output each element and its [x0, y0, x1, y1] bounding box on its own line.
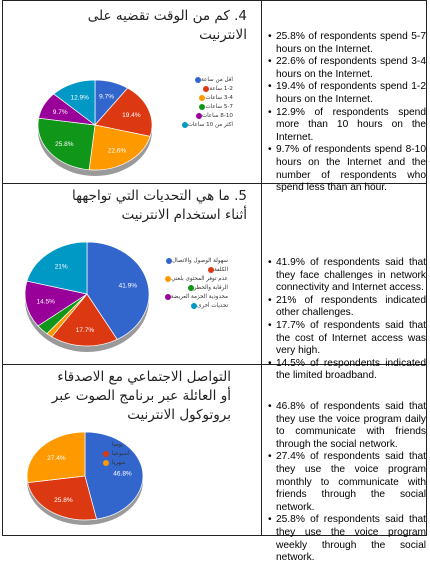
legend-item [103, 442, 153, 448]
legend-label: الرقابة والحظر [193, 285, 228, 291]
legend-swatch [182, 122, 188, 128]
title-line: 5. ما هي التحديات التي تواجهها [72, 188, 247, 204]
bullet-item: • 19.4% of respondents spend 1-2 hours on the Internet. [276, 81, 426, 106]
question-4-cell [3, 1, 261, 183]
legend-q4 [153, 77, 233, 128]
slice-data-label: 9.7% [52, 109, 68, 116]
summary-table [2, 0, 427, 564]
bullet-item: • 22.6% of respondents spend 3-4 hours on the Internet. [276, 56, 426, 81]
question-6-cell [3, 365, 261, 536]
bullet-item: • 25.8% of respondents spend 5-7 hours on the Internet. [276, 31, 426, 56]
legend-item [153, 77, 233, 83]
legend-item [103, 460, 153, 466]
legend-swatch [195, 77, 201, 83]
legend-label: 1-2 ساعة [209, 86, 233, 92]
legend-item [148, 294, 228, 300]
legend-label: يوميا [112, 442, 123, 448]
slice-data-label: 14.5% [36, 298, 55, 306]
legend-item [153, 113, 233, 119]
bullet-item: • 9.7% of respondents spend 8-10 hours on the Internet and the number of respondents who spend less than an hour. [276, 144, 426, 194]
title-line: الانترنيت [199, 27, 247, 43]
legend-item [153, 95, 233, 101]
legend-label: تحديات أخرى [197, 303, 228, 309]
slice-data-label: 41.9% [118, 282, 138, 290]
legend-item [103, 451, 153, 457]
slice-data-label: 22.6% [107, 147, 127, 155]
bullet-item: • 41.9% of respondents said that they face challenges in network connectivity and Internet access. [276, 257, 426, 295]
slice-data-label: 9.7% [99, 93, 115, 101]
bullet-item: • 21% of respondents indicated other challenges. [276, 295, 426, 320]
title-line: بروتوكول الانترنيت [127, 407, 231, 423]
title-line: التواصل الاجتماعي مع الاصدقاء [57, 369, 231, 385]
legend-item [148, 267, 228, 273]
legend-label: عدم توفر المحتوى بلغتي [171, 276, 228, 282]
legend-swatch [165, 294, 171, 300]
slice-data-label: 25.8% [55, 141, 74, 149]
question-6-summary [262, 401, 426, 565]
slice-data-label: 12.9% [70, 94, 89, 102]
bullet-item: • 12.9% of respondents spend more than 10 hours on the Internet. [276, 107, 426, 145]
slice-data-label: 25.8% [54, 497, 73, 504]
bullet-item: • 25.8% of respondents said that they use the voice program weekly through the social network. [276, 514, 426, 564]
question-5-summary [262, 257, 426, 383]
bullet-item: • 14.5% of respondents indicated the limited broadband. [276, 358, 426, 383]
bullet-item: • 27.4% of respondents said that they use the voice program monthly to communicate with friends through the social network. [276, 451, 426, 514]
legend-item [148, 258, 228, 264]
legend-label: اكثر من 10 ساعات [187, 122, 233, 128]
legend-label: اقل من ساعة [200, 77, 233, 83]
legend-q6 [103, 442, 153, 466]
slice-data-label: 46.8% [113, 470, 132, 478]
legend-swatch [188, 285, 194, 291]
legend-item [153, 104, 233, 110]
legend-item [153, 122, 233, 128]
legend-swatch [196, 113, 202, 119]
legend-label: 8-10 ساعات [201, 113, 233, 119]
legend-label: شهريا [112, 460, 126, 466]
legend-label: الكلفة [213, 267, 228, 273]
legend-q5 [148, 258, 228, 309]
bullet-item: • 17.7% of respondents said that the cost of Internet access was very high. [276, 320, 426, 358]
title-line: أثناء استخدام الانترنيت [121, 207, 247, 223]
title-line: أو العائلة عبر برنامج الصوت عبر [51, 388, 231, 404]
bullet-item: • 46.8% of respondents said that they use the voice program daily to communicate with friends through the social network. [276, 401, 426, 451]
question-5-cell [3, 184, 261, 364]
legend-swatch [208, 267, 214, 273]
legend-item [148, 285, 228, 291]
title-line: 4. كم من الوقت تقضيه على [87, 8, 247, 24]
legend-label: اسبوعيا [112, 451, 130, 457]
slice-data-label: 17.7% [75, 326, 95, 334]
question-4-summary [262, 31, 426, 195]
legend-label: محدودية الحزمة العريضة [170, 294, 228, 300]
legend-item [148, 276, 228, 282]
slice-data-label: 21% [54, 263, 68, 271]
legend-swatch [103, 460, 109, 466]
legend-label: 3-4 ساعات [205, 95, 233, 101]
legend-item [148, 303, 228, 309]
slice-data-label: 19.4% [122, 111, 141, 119]
legend-swatch [103, 451, 109, 457]
slice-data-label: 27.4% [47, 454, 66, 462]
legend-swatch [103, 442, 109, 448]
legend-label: 5-7 ساعات [205, 104, 233, 110]
legend-label: سهولة الوصول والاتصال [172, 258, 228, 264]
legend-item [153, 86, 233, 92]
